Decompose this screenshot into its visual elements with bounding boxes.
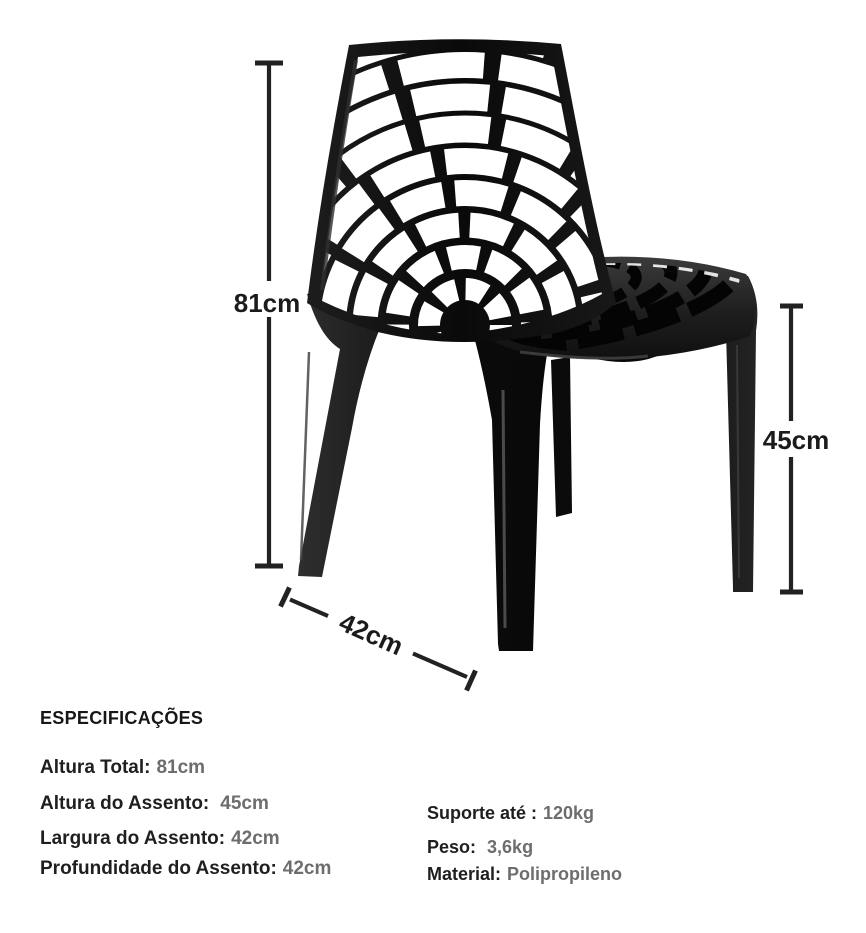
- spec-value: 42cm: [282, 858, 332, 879]
- spec-value: 120kg: [543, 803, 595, 823]
- spec-row-profundidade-assento: [40, 858, 331, 880]
- spec-row-largura-assento: [40, 828, 280, 850]
- spec-value: 42cm: [231, 828, 280, 849]
- spec-row-altura-assento: [40, 793, 269, 815]
- chair-rear-left-leg: [551, 357, 572, 517]
- spec-value: 3,6kg: [487, 837, 534, 857]
- dim-label-seat-depth: 42cm: [334, 606, 408, 662]
- spec-value: 81cm: [156, 757, 206, 778]
- spec-label: Profundidade do Assento:: [40, 858, 277, 879]
- spec-row-peso: [427, 837, 533, 858]
- spec-label: Altura Total:: [40, 757, 151, 778]
- dim-label-total-height: 81cm: [233, 288, 301, 318]
- spec-row-suporte: [427, 803, 594, 824]
- spec-row-altura-total: [40, 757, 205, 779]
- spec-label: Largura do Assento:: [40, 828, 226, 849]
- spec-label: Altura do Assento:: [40, 793, 210, 814]
- specs-title: ESPECIFICAÇÕES: [40, 708, 204, 728]
- spec-value: 45cm: [220, 793, 269, 814]
- spec-label: Suporte até :: [427, 803, 538, 823]
- spec-row-material: [427, 864, 622, 885]
- spec-label: Material:: [427, 864, 502, 884]
- front-right-leg-highlight: [503, 390, 505, 628]
- spec-label: Peso:: [427, 837, 477, 857]
- dim-label-seat-height: 45cm: [762, 425, 830, 455]
- spec-value: Polipropileno: [507, 864, 623, 884]
